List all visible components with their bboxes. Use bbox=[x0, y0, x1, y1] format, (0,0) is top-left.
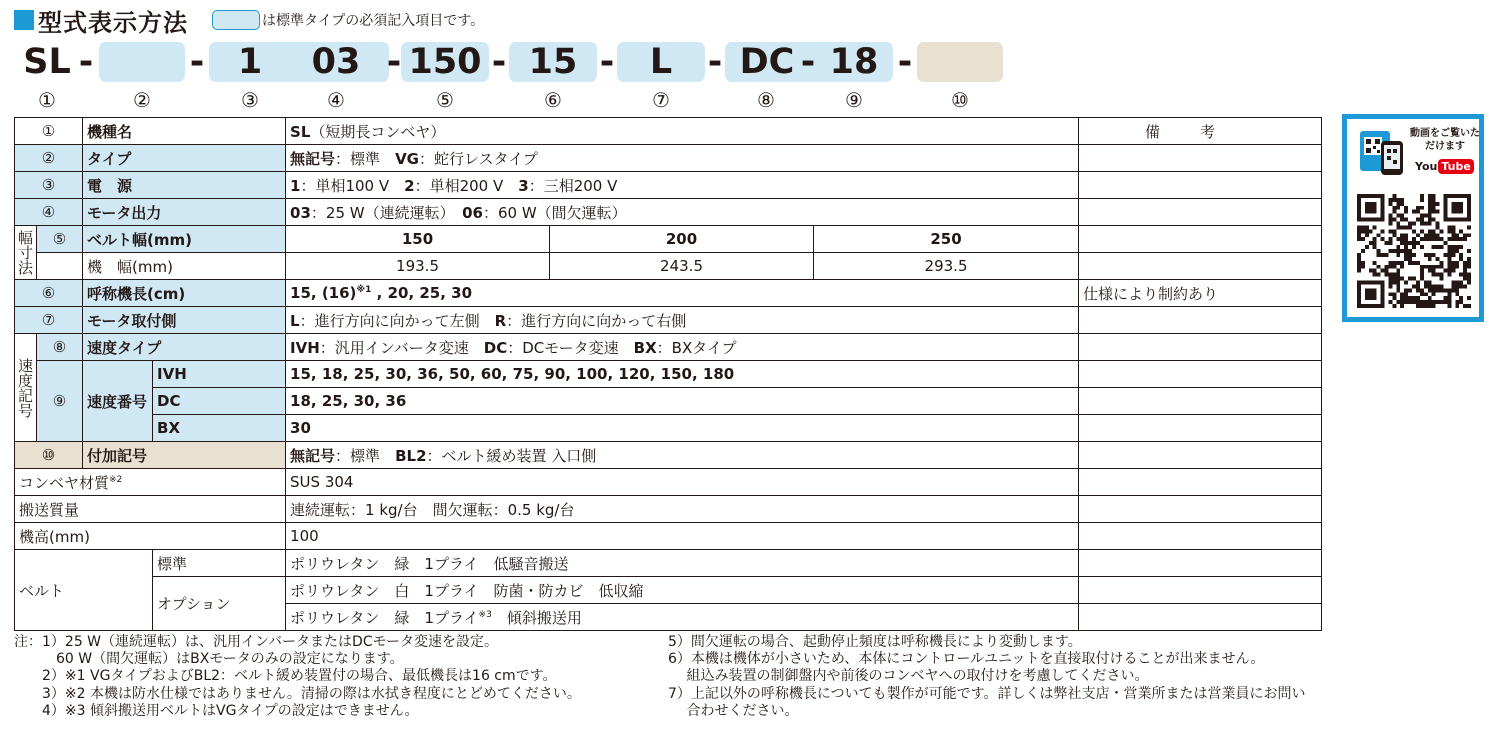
code-power: 1 bbox=[237, 42, 263, 82]
remark-cell bbox=[1079, 307, 1322, 334]
row-value: 無記号：標準 VG：蛇行レスタイプ bbox=[286, 145, 1079, 172]
code-dash: - bbox=[386, 42, 402, 82]
youtube-logo-you: You bbox=[1415, 160, 1438, 173]
note-line: 7）上記以外の呼称機長についても製作が可能です。詳しくは弊社支店・営業所または営業員にお問い bbox=[668, 685, 1306, 702]
empty-cell bbox=[37, 253, 83, 280]
code-speed-number: 18 bbox=[829, 42, 879, 82]
notes-right bbox=[668, 634, 1306, 720]
code-number: ③ bbox=[241, 88, 259, 112]
row-label: 付加記号 bbox=[83, 442, 286, 469]
youtube-logo-tube: Tube bbox=[1438, 159, 1473, 174]
row-value: IVH：汎用インバータ変速 DC：DCモータ変速 BX：BXタイプ bbox=[286, 334, 1079, 361]
notes-left bbox=[14, 634, 581, 720]
row-label: 速度タイプ bbox=[83, 334, 286, 361]
row-label: 機種名 bbox=[83, 118, 286, 145]
code-number: ⑤ bbox=[436, 88, 454, 112]
row-num: ④ bbox=[15, 199, 83, 226]
dim-group-label: 幅寸法 bbox=[15, 226, 37, 280]
belt-width-200: 200 bbox=[550, 226, 814, 253]
row-label: モータ取付側 bbox=[83, 307, 286, 334]
row-num: ① bbox=[15, 118, 83, 145]
row-label: 呼称機長(cm) bbox=[83, 280, 286, 307]
remark-cell bbox=[1079, 199, 1322, 226]
row-value: 無記号：標準 BL2：ベルト緩め装置 入口側 bbox=[286, 442, 1079, 469]
row-value: SUS 304 bbox=[286, 469, 1079, 496]
belt-option-2: ポリウレタン 緑 1プライ$^{※3}$ 傾斜搬送用 bbox=[286, 604, 1079, 631]
note-line: 60 W（間欠運転）はBXモータのみの設定になります。 bbox=[14, 651, 404, 668]
remark-cell bbox=[1079, 361, 1322, 388]
code-number: ⑥ bbox=[544, 88, 562, 112]
row-label: 搬送質量 bbox=[15, 496, 286, 523]
remark-cell bbox=[1079, 415, 1322, 442]
speed-type-bx: BX bbox=[153, 415, 286, 442]
remark-cell bbox=[1079, 550, 1322, 577]
row-value: 15, $(16)^{※1}$ , 20, 25, 30 bbox=[286, 280, 1079, 307]
remark-cell bbox=[1079, 496, 1322, 523]
code-number: ① bbox=[38, 88, 56, 112]
belt-standard-label: 標準 bbox=[153, 550, 286, 577]
code-number: ⑨ bbox=[845, 88, 863, 112]
row-num: ⑨ bbox=[37, 361, 83, 442]
code-motor-side: L bbox=[649, 42, 673, 82]
remark-cell bbox=[1079, 469, 1322, 496]
speed-values-dc: 18, 25, 30, 36 bbox=[286, 388, 1079, 415]
belt-width-250: 250 bbox=[814, 226, 1079, 253]
row-value: 連続運転：1 kg/台 間欠運転：0.5 kg/台 bbox=[286, 496, 1079, 523]
note-line: 4）※3 傾斜搬送用ベルトはVGタイプの設定はできません。 bbox=[14, 702, 419, 719]
row-label: タイプ bbox=[83, 145, 286, 172]
code-dash: - bbox=[800, 42, 816, 82]
remark-cell bbox=[1079, 523, 1322, 550]
remark-cell bbox=[1079, 253, 1322, 280]
row-num: ⑩ bbox=[15, 442, 83, 469]
remarks-header: 備考 bbox=[1079, 118, 1322, 145]
youtube-logo bbox=[1415, 159, 1474, 174]
code-numbers bbox=[0, 87, 1010, 113]
row-num: ③ bbox=[15, 172, 83, 199]
section-title bbox=[14, 6, 188, 37]
belt-width-150: 150 bbox=[286, 226, 550, 253]
note-line: 合わせください。 bbox=[668, 702, 799, 719]
row-label: ベルト幅(mm) bbox=[83, 226, 286, 253]
remark-cell bbox=[1079, 442, 1322, 469]
code-dash: - bbox=[897, 42, 913, 82]
remark-cell bbox=[1079, 604, 1322, 631]
row-value: 1：単相100 V 2：単相200 V 3：三相200 V bbox=[286, 172, 1079, 199]
section-title-text: 型式表示方法 bbox=[38, 8, 188, 37]
speed-values-ivh: 15, 18, 25, 30, 36, 50, 60, 75, 90, 100, 120, 150, 180 bbox=[286, 361, 1079, 388]
speed-type-ivh: IVH bbox=[153, 361, 286, 388]
model-code bbox=[0, 42, 1010, 82]
code-number: ⑩ bbox=[951, 88, 969, 112]
remark-cell bbox=[1079, 226, 1322, 253]
code-motor: 03 bbox=[311, 42, 361, 82]
legend-swatch bbox=[212, 10, 260, 30]
youtube-caption: 動画をご覧いただけます bbox=[1410, 128, 1480, 152]
speed-values-bx: 30 bbox=[286, 415, 1079, 442]
speed-type-dc: DC bbox=[153, 388, 286, 415]
note-line: 組込み装置の制御盤内や前後のコンベヤへの取付けを考慮してください。 bbox=[668, 668, 1149, 685]
code-dash: - bbox=[78, 42, 94, 82]
note-line: 5）間欠運転の場合、起動停止頻度は呼称機長により変動します。 bbox=[668, 634, 1082, 650]
note-line: 3）※2 本機は防水仕様ではありません。清掃の際は水拭き程度にとどめてください。 bbox=[14, 685, 581, 702]
note-line: 6）本機は機体が小さいため、本体にコントロールユニットを直接取付けることが出来ません。 bbox=[668, 651, 1265, 668]
code-dash: - bbox=[599, 42, 615, 82]
code-number: ④ bbox=[327, 88, 345, 112]
code-prefix: SL bbox=[23, 42, 71, 82]
code-dash: - bbox=[491, 42, 507, 82]
note-line: 2）※1 VGタイプおよびBL2：ベルト緩め装置付の場合、最低機長は16 cmです。 bbox=[14, 668, 557, 685]
frame-width-3: 293.5 bbox=[814, 253, 1079, 280]
row-value: 100 bbox=[286, 523, 1079, 550]
row-num: ⑦ bbox=[15, 307, 83, 334]
code-dash: - bbox=[189, 42, 205, 82]
remark-cell: 仕様により制約あり bbox=[1079, 280, 1322, 307]
legend bbox=[212, 10, 484, 30]
belt-option-label: オプション bbox=[153, 577, 286, 631]
qr-code-icon[interactable] bbox=[1357, 194, 1471, 308]
remark-cell bbox=[1079, 577, 1322, 604]
row-label: コンベヤ材質$^{※2}$ bbox=[15, 469, 286, 496]
code-number: ② bbox=[133, 88, 151, 112]
code-length: 15 bbox=[528, 42, 578, 82]
code-box-option bbox=[917, 42, 1003, 82]
row-num: ② bbox=[15, 145, 83, 172]
row-value: 03：25 W（連続運転） 06：60 W（間欠運転） bbox=[286, 199, 1079, 226]
code-box-type bbox=[99, 42, 185, 82]
code-width: 150 bbox=[408, 42, 482, 82]
row-label: モータ出力 bbox=[83, 199, 286, 226]
row-value: SL（短期長コンベヤ） bbox=[286, 118, 1079, 145]
remark-cell bbox=[1079, 145, 1322, 172]
row-label: 機高(mm) bbox=[15, 523, 286, 550]
remark-cell bbox=[1079, 172, 1322, 199]
row-value: L：進行方向に向かって左側 R：進行方向に向かって右側 bbox=[286, 307, 1079, 334]
row-num: ⑧ bbox=[37, 334, 83, 361]
youtube-panel[interactable] bbox=[1342, 114, 1484, 322]
belt-label: ベルト bbox=[15, 550, 153, 631]
row-label: 機 幅(mm) bbox=[83, 253, 286, 280]
code-speed-type: DC bbox=[739, 42, 795, 82]
belt-standard-value: ポリウレタン 緑 1プライ 低騒音搬送 bbox=[286, 550, 1079, 577]
remark-cell bbox=[1079, 388, 1322, 415]
frame-width-1: 193.5 bbox=[286, 253, 550, 280]
row-label: 速度番号 bbox=[83, 361, 153, 442]
spec-table bbox=[14, 117, 1322, 631]
code-dash: - bbox=[707, 42, 723, 82]
speed-group-label: 速度記号 bbox=[15, 334, 37, 442]
belt-option-1: ポリウレタン 白 1プライ 防菌・防カビ 低収縮 bbox=[286, 577, 1079, 604]
row-num: ⑤ bbox=[37, 226, 83, 253]
note-line: 注：1）25 W（連続運転）は、汎用インバータまたはDCモータ変速を設定。 bbox=[14, 634, 499, 650]
legend-text: は標準タイプの必須記入項目です。 bbox=[262, 13, 485, 29]
frame-width-2: 243.5 bbox=[550, 253, 814, 280]
row-label: 電 源 bbox=[83, 172, 286, 199]
smartphone-qr-icon bbox=[1359, 129, 1407, 177]
title-square-icon bbox=[14, 10, 34, 30]
remark-cell bbox=[1079, 334, 1322, 361]
row-num: ⑥ bbox=[15, 280, 83, 307]
code-number: ⑦ bbox=[652, 88, 670, 112]
code-number: ⑧ bbox=[757, 88, 775, 112]
